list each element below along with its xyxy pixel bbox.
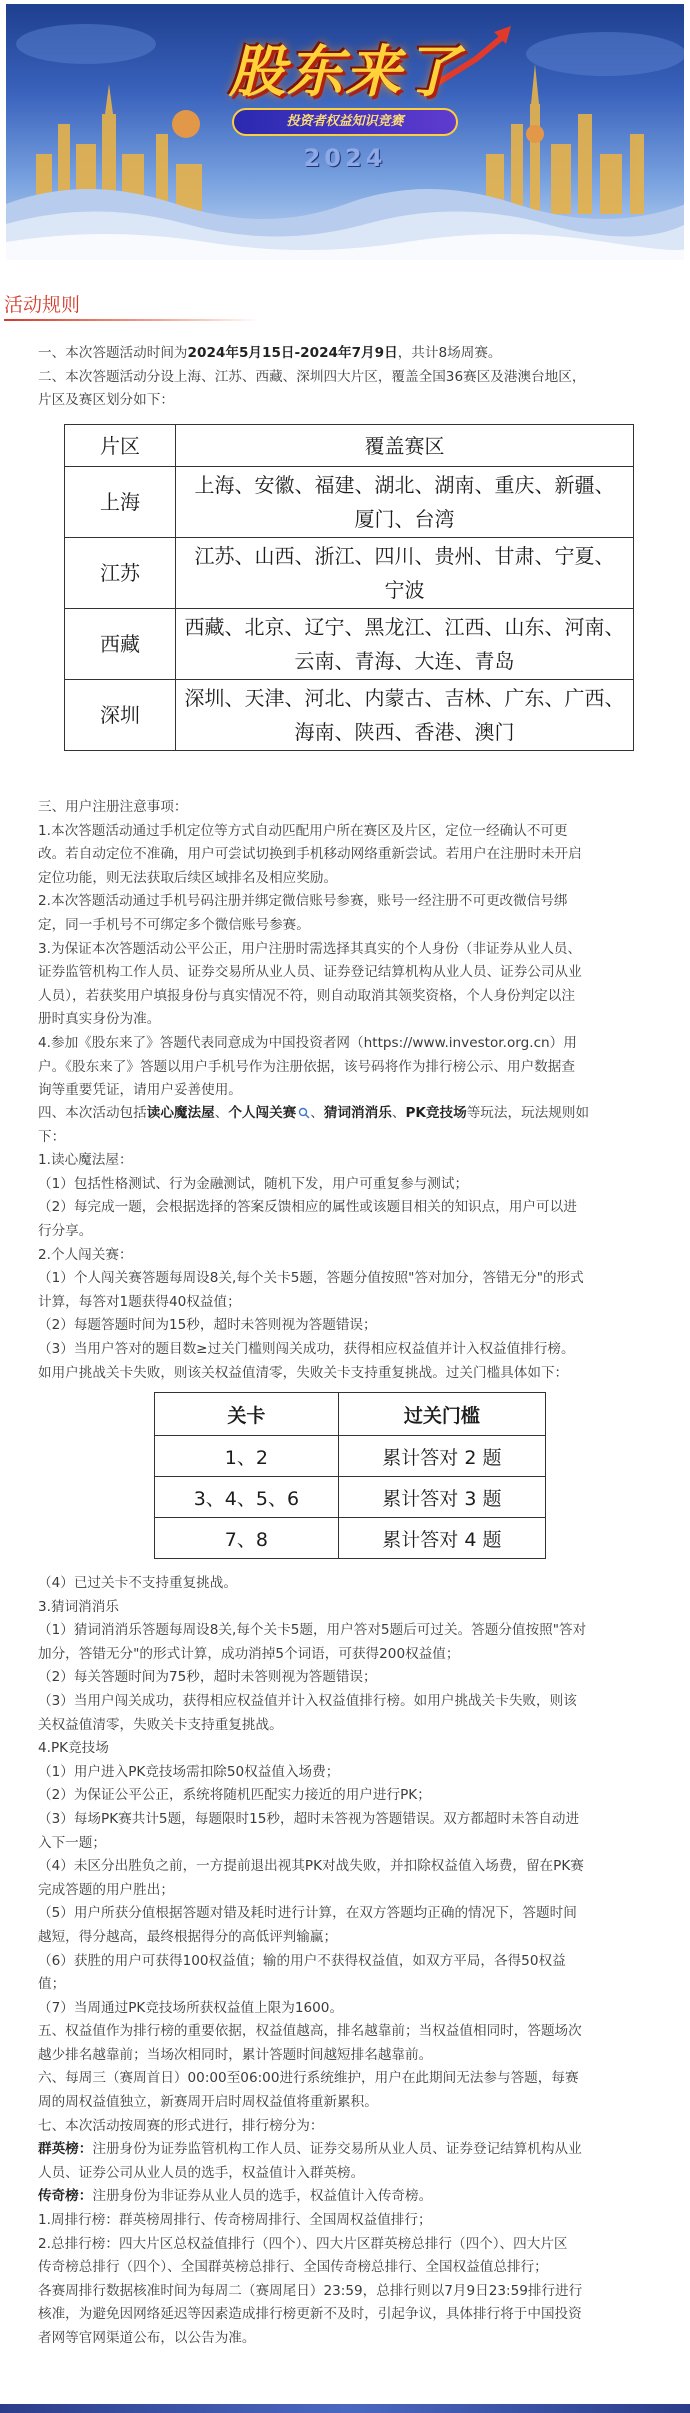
- table-row: [65, 467, 634, 538]
- region-zones: 江苏、山西、浙江、四川、贵州、甘肃、宁夏、 宁波: [176, 538, 634, 609]
- challenge-line: 计算，每答对1题获得40权益值；: [38, 1293, 241, 1310]
- levels-header-level: 关卡: [155, 1393, 339, 1436]
- group-ranking-line: 群英榜：注册身份为证券监管机构工作人员、证券交易所从业人员、证券登记结算机构从业: [38, 2141, 582, 2158]
- table-row: [65, 680, 634, 751]
- mind-magic-line: （2）每完成一题，会根据选择的答案反馈相应的属性或该题目相关的知识点，用户可以进: [38, 1199, 577, 1216]
- challenge-note: （4）已过关卡不支持重复挑战。: [38, 1575, 237, 1591]
- region-area: 上海: [65, 467, 176, 538]
- games-rules-block: [38, 1572, 670, 2351]
- ranking-line: 传奇榜总排行（四个）、全国群英榜总排行、全国传奇榜总排行、全国权益值总排行；: [38, 2259, 548, 2276]
- word-game-line: 关权益值清零，失败关卡支持重复挑战。: [38, 1716, 283, 1733]
- registration-line: 人员），若获奖用户填报身份与真实情况不符，则自动取消其领奖资格，个人身份判定以注: [38, 987, 575, 1004]
- rules-line: 五、权益值作为排行榜的重要依据，权益值越高，排名越靠前；当权益值相同时，答题场次: [38, 2023, 582, 2040]
- registration-line: 1.本次答题活动通过手机定位等方式自动匹配用户所在赛区及片区，定位一经确认不可更: [38, 822, 568, 839]
- challenge-line: （1）个人闯关赛答题每周设8关,每个关卡5题，答题分值按照"答对加分，答错无分"的形式: [38, 1270, 584, 1287]
- activity-dates: 2024年5月15日-2024年7月9日: [187, 345, 398, 361]
- challenge-line: 如用户挑战关卡失败，则该关权益值清零，失败关卡支持重复挑战。过关门槛具体如下：: [38, 1364, 569, 1381]
- region-table: [64, 424, 634, 751]
- region-zones: 西藏、北京、辽宁、黑龙江、江西、山东、河南、 云南、青海、大连、青岛: [176, 609, 634, 680]
- pk-line: （3）每场PK赛共计5题，每题限时15秒，超时未答视为答题错误。双方都超时未答自动进: [38, 1810, 580, 1827]
- ranking-line: 者网等官网渠道公布，以公告为准。: [38, 2330, 256, 2346]
- region-area: 深圳: [65, 680, 176, 751]
- registration-line: 定位功能，则无法获取后续区域排名及相应奖励。: [38, 869, 338, 886]
- rules-line: 周的周权益值独立，新赛周开启时周权益值将重新累积。: [38, 2094, 378, 2111]
- pk-heading: 4.PK竞技场: [38, 1740, 109, 1757]
- pk-line: （2）为保证公平公正，系统将随机匹配实力接近的用户进行PK；: [38, 1787, 431, 1804]
- mind-magic-line: 行分享。: [38, 1222, 93, 1239]
- rules-line: 六、每周三（赛周首日）00:00至06:00进行系统维护，用户在此期间无法参与答题，每赛: [38, 2070, 579, 2087]
- ranking-line: 2.总排行榜：四大片区总权益值排行（四个）、四大片区群英榜总排行（四个）、四大片区: [38, 2235, 568, 2252]
- word-game-line: 加分，答错无分"的形式计算，成功消掉5个词语，可获得200权益值；: [38, 1645, 460, 1662]
- banner-title: 股东来了: [229, 40, 461, 105]
- banner-year: 2024: [303, 144, 387, 172]
- registration-line: 证券监管机构工作人员、证券交易所从业人员、证券登记结算机构从业人员、证券公司从业: [38, 964, 582, 981]
- section-title: 活动规则: [4, 294, 81, 316]
- pk-line: （6）获胜的用户可获得100权益值；输的用户不获得权益值，如双方平局，各得50权益: [38, 1952, 566, 1969]
- pk-line: 完成答题的用户胜出；: [38, 1881, 174, 1898]
- threshold-cell: 累计答对 2 题: [338, 1436, 545, 1477]
- registration-line: 3.为保证本次答题活动公平公正，用户注册时需选择其真实的个人身份（非证券从业人员、: [38, 940, 582, 957]
- region-zones: 深圳、天津、河北、内蒙古、吉林、广东、广西、 海南、陕西、香港、澳门: [176, 680, 634, 751]
- footer-decoration: [0, 2404, 690, 2413]
- table-row: [155, 1477, 546, 1518]
- region-area: 西藏: [65, 609, 176, 680]
- table-row: [155, 1436, 546, 1477]
- pk-line: （4）未区分出胜负之前，一方提前退出视其PK对战失败，并扣除权益值入场费，留在PK赛: [38, 1858, 584, 1875]
- levels-header-threshold: 过关门槛: [338, 1393, 545, 1436]
- section-divider: [4, 319, 260, 321]
- pk-line: （7）当周通过PK竞技场所获权益值上限为1600。: [38, 1999, 344, 2016]
- threshold-cell: 累计答对 3 题: [338, 1477, 545, 1518]
- mind-magic-heading: 1.读心魔法屋：: [38, 1152, 133, 1169]
- registration-line: 4.参加《股东来了》答题代表同意成为中国投资者网（https://www.investor.org.cn）用: [38, 1034, 577, 1051]
- levels-table: [154, 1392, 546, 1559]
- intro-line-1: 一、本次答题活动时间为2024年5月15日-2024年7月9日，共计8场周赛。: [38, 345, 502, 361]
- pk-line: 入下一题；: [38, 1834, 106, 1851]
- registration-line: 户。《股东来了》答题以用户手机号作为注册依据，该号码将作为排行榜公示、用户数据查: [38, 1058, 575, 1075]
- threshold-cell: 累计答对 4 题: [338, 1518, 545, 1559]
- play-modes-block: [38, 1102, 670, 1385]
- challenge-line: （3）当用户答对的题目数≥过关门槛则闯关成功，获得相应权益值并计入权益值排行榜。: [38, 1340, 575, 1357]
- ranking-line: 1.周排行榜：群英榜周排行、传奇榜周排行、全国周权益值排行；: [38, 2212, 432, 2229]
- pk-line: （1）用户进入PK竞技场需扣除50权益值入场费；: [38, 1763, 340, 1780]
- mind-magic-line: （1）包括性格测试、行为金融测试，随机下发，用户可重复参与测试；: [38, 1175, 469, 1192]
- registration-line: 册时真实身份为准。: [38, 1011, 161, 1028]
- search-icon: [298, 1107, 310, 1119]
- level-cell: 7、8: [155, 1518, 339, 1559]
- challenge-heading: 2.个人闯关赛：: [38, 1246, 133, 1263]
- region-table-header-zones: 覆盖赛区: [176, 425, 634, 467]
- pk-line: （5）用户所获分值根据答题对错及耗时进行计算，在双方答题均正确的情况下，答题时间: [38, 1905, 577, 1922]
- registration-heading: 三、用户注册注意事项：: [38, 799, 188, 815]
- registration-line: 2.本次答题活动通过手机号码注册并绑定微信账号参赛，账号一经注册不可更改微信号绑: [38, 893, 568, 910]
- hero-banner: [6, 4, 684, 260]
- play-intro-line-2: 下：: [38, 1128, 66, 1145]
- registration-line: 询等重要凭证，请用户妥善使用。: [38, 1082, 242, 1099]
- pk-line: 越短，得分越高，最终根据得分的高低评判输赢；: [38, 1928, 338, 1945]
- intro-line-3: 片区及赛区划分如下：: [38, 392, 174, 409]
- pk-line: 值；: [38, 1976, 66, 1993]
- word-game-line: （1）猜词消消乐答题每周设8关,每个关卡5题，用户答对5题后可过关。答题分值按照"答对: [38, 1622, 587, 1639]
- level-cell: 1、2: [155, 1436, 339, 1477]
- region-table-header-area: 片区: [65, 425, 176, 467]
- rules-line: 七、本次活动按周赛的形式进行，排行榜分为：: [38, 2117, 324, 2134]
- legend-ranking-line: 传奇榜：注册身份为非证券从业人员的选手，权益值计入传奇榜。: [38, 2188, 433, 2205]
- word-game-line: （3）当用户闯关成功，获得相应权益值并计入权益值排行榜。如用户挑战关卡失败，则该: [38, 1692, 577, 1709]
- table-row: [155, 1518, 546, 1559]
- table-row: [65, 538, 634, 609]
- ranking-line: 各赛周排行数据核准时间为每周二（赛周尾日）23:59，总排行则以7月9日23:59排行进行: [38, 2282, 583, 2299]
- registration-block: [38, 796, 670, 1103]
- registration-line: 改。若自动定位不准确，用户可尝试切换到手机移动网络重新尝试。若用户在注册时未开启: [38, 846, 582, 863]
- intro-line-2: 二、本次答题活动分设上海、江苏、西藏、深圳四大片区，覆盖全国36赛区及港澳台地区，: [38, 368, 586, 385]
- banner-subtitle: 投资者权益知识竞赛: [232, 108, 458, 136]
- table-row: [65, 609, 634, 680]
- region-zones: 上海、安徽、福建、湖北、湖南、重庆、新疆、 厦门、台湾: [176, 467, 634, 538]
- word-game-line: （2）每关答题时间为75秒，超时未答则视为答题错误；: [38, 1669, 377, 1686]
- registration-line: 定，同一手机号不可绑定多个微信账号参赛。: [38, 916, 310, 933]
- group-ranking-line-2: 人员、证券公司从业人员的选手，权益值计入群英榜。: [38, 2164, 365, 2181]
- region-area: 江苏: [65, 538, 176, 609]
- rules-line: 越少排名越靠前；当场次相同时，累计答题时间越短排名越靠前。: [38, 2046, 433, 2063]
- word-game-heading: 3.猜词消消乐: [38, 1598, 119, 1615]
- play-intro-line: 四、本次活动包括读心魔法屋、个人闯关赛 、猜词消消乐、PK竞技场等玩法，玩法规则如: [38, 1105, 590, 1121]
- intro-block: [38, 342, 670, 413]
- ranking-line: 核准，为避免因网络延迟等因素造成排行榜更新不及时，引起争议，具体排行将于中国投资: [38, 2306, 582, 2323]
- level-cell: 3、4、5、6: [155, 1477, 339, 1518]
- challenge-line: （2）每题答题时间为15秒，超时未答则视为答题错误；: [38, 1317, 377, 1334]
